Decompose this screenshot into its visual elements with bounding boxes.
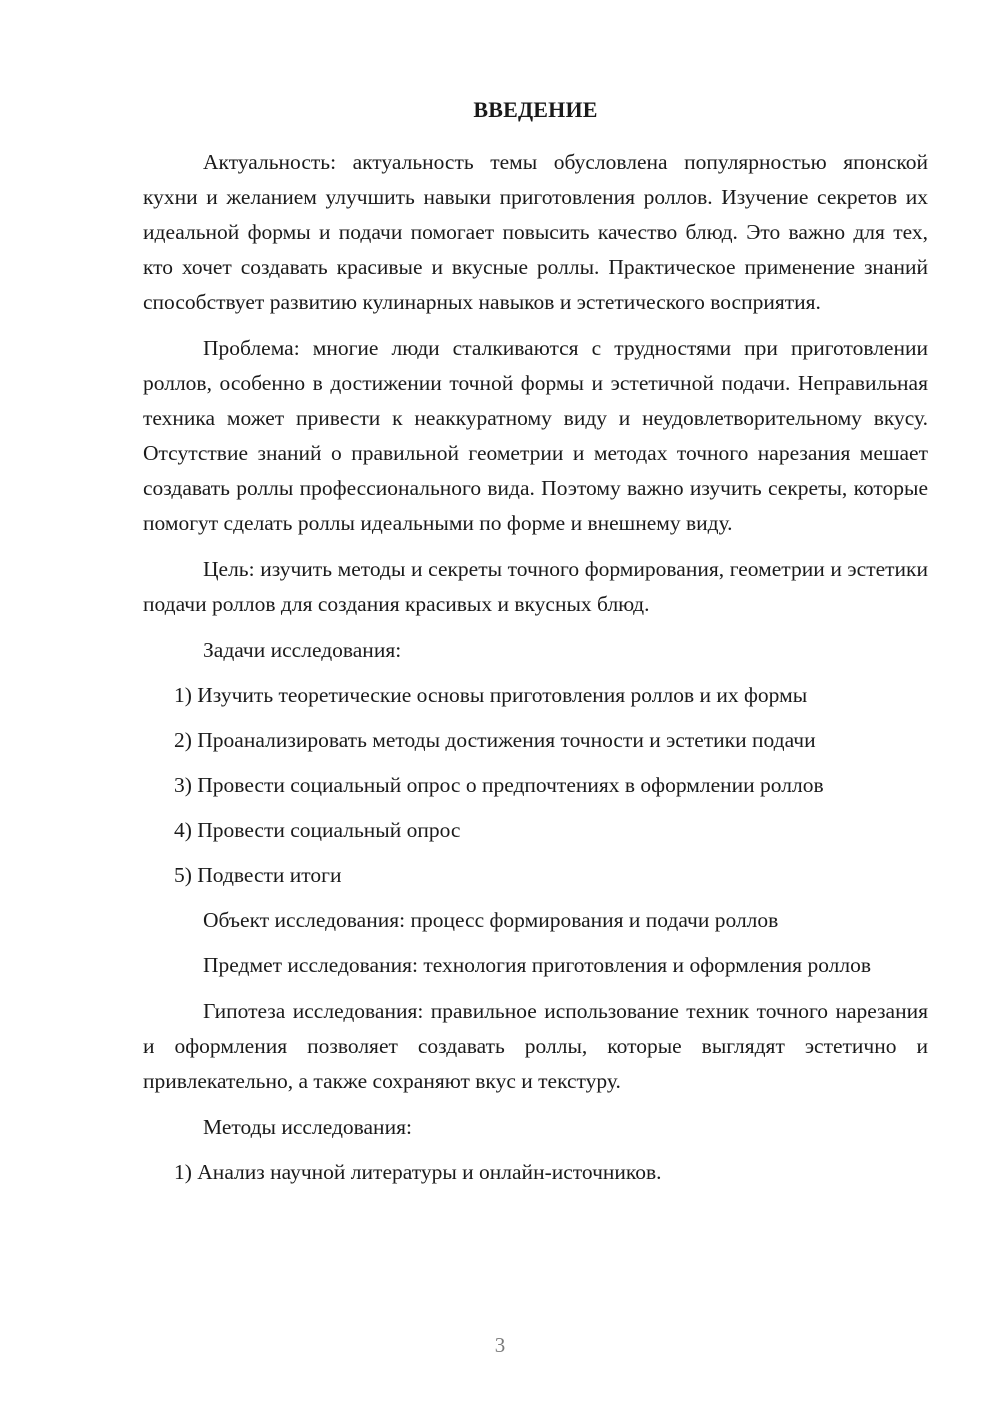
goal-paragraph: Цель: изучить методы и секреты точного формирования, геометрии и эстетики подачи роллов для создания красивых и вкусных блюд. <box>143 557 928 616</box>
section-heading: ВВЕДЕНИЕ <box>473 97 598 122</box>
list-item: 1) Анализ научной литературы и онлайн-источников. <box>174 1160 662 1184</box>
list-item: 1) Изучить теоретические основы приготовления роллов и их формы <box>174 683 808 707</box>
tasks-list <box>143 678 928 893</box>
relevance-paragraph: Актуальность: актуальность темы обусловлена популярностью японской кухни и желанием улучшить навыки приготовления роллов. Изучение секретов их идеальной формы и подачи помогает повысить качество блюд. Это важно для тех, кто хочет создавать красивые и вкусные роллы. Практическое применение знаний способствует развитию кулинарных навыков и эстетического восприятия. <box>143 150 928 314</box>
hypothesis-paragraph: Гипотеза исследования: правильное использование техник точного нарезания и оформления позволяет создавать роллы, которые выглядят эстетично и привлекательно, а также сохраняют вкус и текстуру. <box>143 999 928 1093</box>
list-item: 4) Провести социальный опрос <box>174 818 461 842</box>
page-number: 3 <box>494 1333 506 1357</box>
document-page <box>143 95 928 1200</box>
list-item: 2) Проанализировать методы достижения точности и эстетики подачи <box>174 728 816 752</box>
tasks-label: Задачи исследования: <box>203 638 402 662</box>
list-item: 5) Подвести итоги <box>174 863 342 887</box>
methods-list <box>143 1155 928 1190</box>
methods-label: Методы исследования: <box>203 1115 412 1139</box>
list-item: 3) Провести социальный опрос о предпочтениях в оформлении роллов <box>174 773 824 797</box>
subject-paragraph: Предмет исследования: технология приготовления и оформления роллов <box>203 953 872 977</box>
object-line: Объект исследования: процесс формирования и подачи роллов <box>203 908 779 932</box>
problem-paragraph: Проблема: многие люди сталкиваются с трудностями при приготовлении роллов, особенно в достижении точной формы и эстетичной подачи. Неправильная техника может привести к неаккуратному виду и неудовлетворительному вкусу. Отсутствие знаний о правильной геометрии и методах точного нарезания мешает создавать роллы профессионального вида. Поэтому важно изучить секреты, которые помогут сделать роллы идеальными по форме и внешнему виду. <box>143 336 928 535</box>
